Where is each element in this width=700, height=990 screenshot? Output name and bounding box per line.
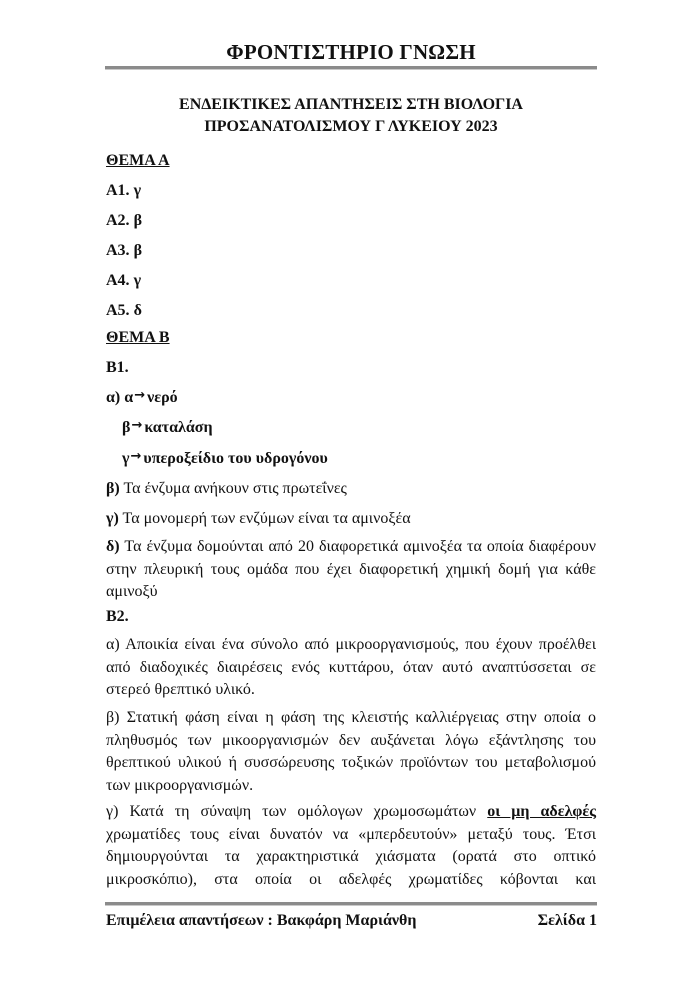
theme-b-heading: ΘΕΜΑ Β [106, 329, 170, 346]
b1-match-beta [122, 417, 213, 440]
match-key: β [122, 419, 131, 436]
match-key: γ [122, 450, 130, 467]
b2-answer-c [106, 801, 596, 891]
answer-value: β [133, 212, 142, 229]
document-title-line-2: ΠΡΟΣΑΝΑΤΟΛΙΣΜΟΥ Γ ΛΥΚΕΙΟΥ 2023 [204, 118, 498, 135]
answer-label: Α4. [106, 272, 130, 289]
footer-author: Επιμέλεια απαντήσεων : Βακφάρη Μαριάνθη [106, 912, 417, 929]
item-label: δ) [106, 538, 120, 555]
answer-a3 [106, 240, 142, 262]
answer-label: Α5. [106, 302, 130, 319]
theme-a-heading: ΘΕΜΑ Α [106, 152, 170, 169]
b1-label: Β1. [106, 359, 129, 376]
answer-a4 [106, 270, 141, 292]
arrow-icon: → [130, 449, 142, 464]
answer-label: Α1. [106, 182, 130, 199]
item-text-start: γ) Κατά τη σύναψη των ομόλογων χρωμοσωμάτων [106, 803, 488, 820]
document-title [105, 94, 597, 138]
match-value: υπεροξείδιο του υδρογόνου [143, 450, 328, 467]
answer-value: γ [133, 182, 142, 199]
item-label: γ) [106, 510, 119, 527]
answer-label: Α3. [106, 242, 130, 259]
arrow-icon: → [131, 418, 143, 433]
match-value: καταλάση [144, 419, 213, 436]
answer-a1 [106, 180, 141, 202]
footer-rule [105, 902, 597, 906]
answer-a5 [106, 300, 142, 322]
item-text: Τα μονομερή των ενζύμων είναι τα αμινοξέα [122, 510, 411, 527]
b1-answer-b [106, 478, 347, 500]
emphasis-text: οι μη αδελφές [487, 803, 596, 820]
b1-answer-d [106, 536, 596, 604]
match-key: α [124, 389, 134, 406]
b1-answer-c [106, 508, 411, 530]
answer-a2 [106, 210, 142, 232]
answer-value: δ [133, 302, 142, 319]
b2-answer-b: β) Στατική φάση είναι η φάση της κλειστής καλλιέργειας στην οποία ο πληθυσμός των μικοοργανισμών δεν αυξάνεται λόγω εξάντλησης του θρεπτικού υλικού ή συσσώρευσης τοξικών προϊόντων του μεταβολισμού των μικροοργανισμών. [106, 709, 596, 794]
document-title-line-1: ΕΝΔΕΙΚΤΙΚΕΣ ΑΠΑΝΤΗΣΕΙΣ ΣΤΗ ΒΙΟΛΟΓΙΑ [179, 96, 523, 113]
answer-value: β [133, 242, 142, 259]
item-text: Τα ένζυμα ανήκουν στις πρωτεΐνες [123, 480, 347, 497]
b1-match-alpha [106, 387, 178, 410]
item-text-end: χρωματίδες τους είναι δυνατόν να «μπερδευτούν» μεταξύ τους. Έτσι δημιουργούνται τα χαρακτηριστικά χιάσματα (ορατά στο οπτικό μικροσκόπιο), στα οποία οι αδελφές χρωματίδες κόβονται και [106, 825, 596, 888]
b2-answer-a: α) Αποικία είναι ένα σύνολο από μικροοργανισμούς, που έχουν προέλθει από διαδοχικές διαιρέσεις ενός κυττάρου, όταν αυτό αναπτύσσεται σε στερεό θρεπτικό υλικό. [106, 636, 596, 698]
answer-label: Α2. [106, 212, 130, 229]
b2-label: Β2. [106, 608, 129, 625]
match-value: νερό [147, 389, 178, 406]
b1-match-gamma [122, 448, 328, 471]
footer-page-number: Σελίδα 1 [537, 912, 597, 929]
item-text: Τα ένζυμα δομούνται από 20 διαφορετικά αμινοξέα τα οποία διαφέρουν στην πλευρική τους ομάδα που έχει διαφορετική χημική δομή για κάθε αμινοξύ [106, 538, 597, 600]
page-header: ΦΡΟΝΤΙΣΤΗΡΙΟ ΓΝΩΣΗ [226, 40, 476, 64]
header-rule [105, 66, 597, 70]
item-label: β) [106, 480, 120, 497]
arrow-icon: → [134, 388, 146, 403]
answer-value: γ [133, 272, 142, 289]
match-item-label: α) [106, 389, 121, 406]
